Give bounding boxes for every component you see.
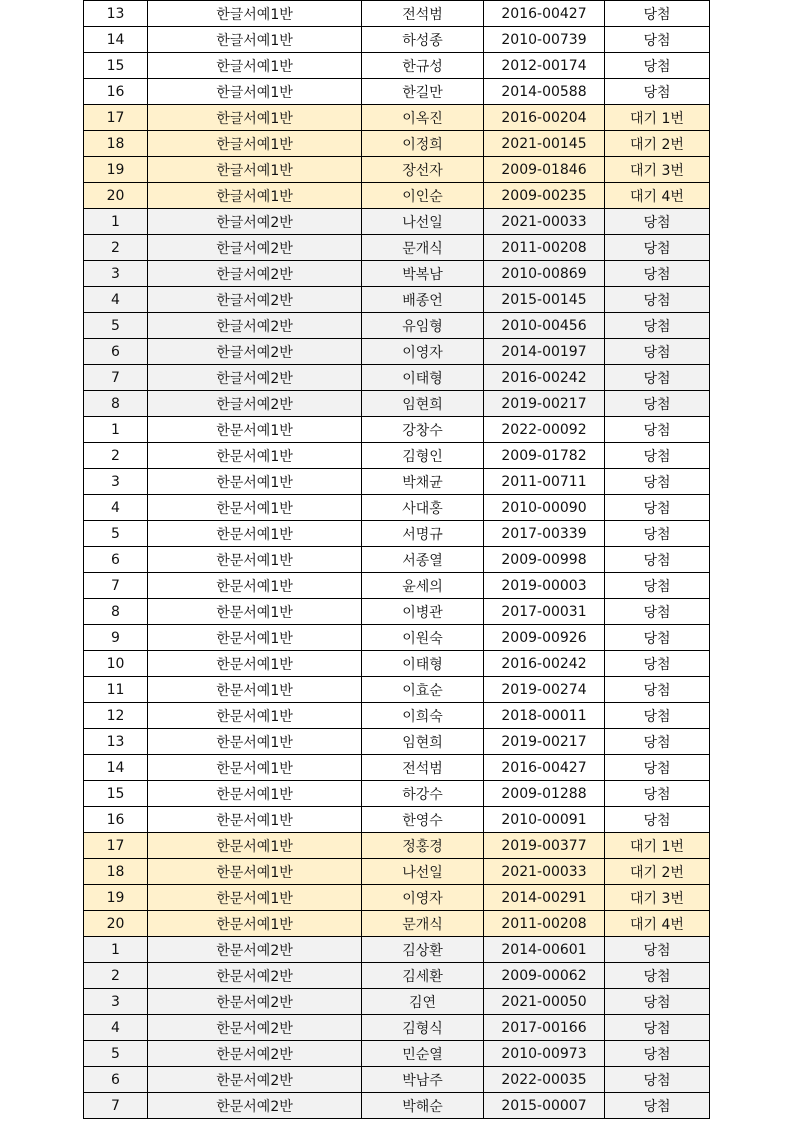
row-number-cell: 20 bbox=[84, 183, 148, 209]
row-number-cell: 1 bbox=[84, 417, 148, 443]
row-number-cell: 17 bbox=[84, 105, 148, 131]
result-cell: 당첨 bbox=[605, 495, 710, 521]
member-id-cell: 2009-00235 bbox=[484, 183, 605, 209]
row-number-cell: 6 bbox=[84, 339, 148, 365]
class-name-cell: 한문서예2반 bbox=[148, 963, 362, 989]
table-row bbox=[84, 105, 710, 131]
applicant-name-cell: 이효순 bbox=[362, 677, 484, 703]
result-cell: 당첨 bbox=[605, 417, 710, 443]
member-id-cell: 2009-00062 bbox=[484, 963, 605, 989]
member-id-cell: 2019-00217 bbox=[484, 729, 605, 755]
row-number-cell: 20 bbox=[84, 911, 148, 937]
applicant-name-cell: 민순열 bbox=[362, 1041, 484, 1067]
row-number-cell: 3 bbox=[84, 989, 148, 1015]
table-row bbox=[84, 573, 710, 599]
row-number-cell: 4 bbox=[84, 287, 148, 313]
result-cell: 대기 2번 bbox=[605, 859, 710, 885]
member-id-cell: 2011-00208 bbox=[484, 911, 605, 937]
member-id-cell: 2012-00174 bbox=[484, 53, 605, 79]
class-name-cell: 한글서예1반 bbox=[148, 105, 362, 131]
result-cell: 대기 4번 bbox=[605, 183, 710, 209]
class-name-cell: 한글서예2반 bbox=[148, 313, 362, 339]
class-name-cell: 한글서예1반 bbox=[148, 157, 362, 183]
member-id-cell: 2011-00711 bbox=[484, 469, 605, 495]
table-row bbox=[84, 469, 710, 495]
result-cell: 당첨 bbox=[605, 521, 710, 547]
result-cell: 대기 3번 bbox=[605, 885, 710, 911]
class-name-cell: 한문서예1반 bbox=[148, 833, 362, 859]
table-row bbox=[84, 911, 710, 937]
member-id-cell: 2016-00427 bbox=[484, 755, 605, 781]
row-number-cell: 16 bbox=[84, 807, 148, 833]
result-cell: 당첨 bbox=[605, 209, 710, 235]
result-cell: 당첨 bbox=[605, 339, 710, 365]
class-name-cell: 한문서예1반 bbox=[148, 443, 362, 469]
result-cell: 당첨 bbox=[605, 365, 710, 391]
table-row bbox=[84, 1041, 710, 1067]
class-name-cell: 한글서예2반 bbox=[148, 365, 362, 391]
row-number-cell: 16 bbox=[84, 79, 148, 105]
applicant-name-cell: 이희숙 bbox=[362, 703, 484, 729]
class-name-cell: 한문서예1반 bbox=[148, 677, 362, 703]
class-name-cell: 한문서예1반 bbox=[148, 521, 362, 547]
member-id-cell: 2017-00166 bbox=[484, 1015, 605, 1041]
table-row bbox=[84, 963, 710, 989]
result-cell: 당첨 bbox=[605, 937, 710, 963]
member-id-cell: 2009-00998 bbox=[484, 547, 605, 573]
applicant-name-cell: 김연 bbox=[362, 989, 484, 1015]
lottery-result-sheet bbox=[83, 0, 710, 1119]
member-id-cell: 2021-00033 bbox=[484, 859, 605, 885]
applicant-name-cell: 하성종 bbox=[362, 27, 484, 53]
class-name-cell: 한문서예1반 bbox=[148, 911, 362, 937]
member-id-cell: 2018-00011 bbox=[484, 703, 605, 729]
member-id-cell: 2009-01846 bbox=[484, 157, 605, 183]
row-number-cell: 12 bbox=[84, 703, 148, 729]
applicant-name-cell: 임현희 bbox=[362, 729, 484, 755]
table-row bbox=[84, 859, 710, 885]
class-name-cell: 한문서예1반 bbox=[148, 729, 362, 755]
applicant-name-cell: 김세환 bbox=[362, 963, 484, 989]
applicant-name-cell: 임현희 bbox=[362, 391, 484, 417]
table-row bbox=[84, 79, 710, 105]
applicant-name-cell: 한규성 bbox=[362, 53, 484, 79]
class-name-cell: 한문서예1반 bbox=[148, 547, 362, 573]
row-number-cell: 4 bbox=[84, 1015, 148, 1041]
applicant-name-cell: 이태형 bbox=[362, 365, 484, 391]
applicant-name-cell: 유임형 bbox=[362, 313, 484, 339]
result-cell: 당첨 bbox=[605, 703, 710, 729]
table-row bbox=[84, 781, 710, 807]
applicant-name-cell: 윤세의 bbox=[362, 573, 484, 599]
applicant-name-cell: 강창수 bbox=[362, 417, 484, 443]
table-row bbox=[84, 755, 710, 781]
member-id-cell: 2014-00197 bbox=[484, 339, 605, 365]
class-name-cell: 한문서예1반 bbox=[148, 703, 362, 729]
row-number-cell: 5 bbox=[84, 521, 148, 547]
table-row bbox=[84, 235, 710, 261]
applicant-name-cell: 문개식 bbox=[362, 911, 484, 937]
result-cell: 대기 3번 bbox=[605, 157, 710, 183]
applicant-name-cell: 이인순 bbox=[362, 183, 484, 209]
class-name-cell: 한문서예2반 bbox=[148, 1041, 362, 1067]
member-id-cell: 2016-00242 bbox=[484, 365, 605, 391]
member-id-cell: 2021-00050 bbox=[484, 989, 605, 1015]
row-number-cell: 8 bbox=[84, 391, 148, 417]
member-id-cell: 2014-00291 bbox=[484, 885, 605, 911]
applicant-name-cell: 이태형 bbox=[362, 651, 484, 677]
table-row bbox=[84, 989, 710, 1015]
applicant-name-cell: 박해순 bbox=[362, 1093, 484, 1119]
result-cell: 당첨 bbox=[605, 27, 710, 53]
member-id-cell: 2019-00274 bbox=[484, 677, 605, 703]
table-row bbox=[84, 365, 710, 391]
class-name-cell: 한문서예2반 bbox=[148, 1015, 362, 1041]
result-cell: 당첨 bbox=[605, 313, 710, 339]
member-id-cell: 2010-00973 bbox=[484, 1041, 605, 1067]
applicant-name-cell: 이옥진 bbox=[362, 105, 484, 131]
table-row bbox=[84, 1067, 710, 1093]
applicant-name-cell: 박남주 bbox=[362, 1067, 484, 1093]
table-row bbox=[84, 1015, 710, 1041]
class-name-cell: 한글서예2반 bbox=[148, 209, 362, 235]
row-number-cell: 14 bbox=[84, 755, 148, 781]
member-id-cell: 2009-01288 bbox=[484, 781, 605, 807]
member-id-cell: 2009-01782 bbox=[484, 443, 605, 469]
result-cell: 당첨 bbox=[605, 261, 710, 287]
applicant-name-cell: 전석범 bbox=[362, 1, 484, 27]
class-name-cell: 한글서예1반 bbox=[148, 1, 362, 27]
row-number-cell: 13 bbox=[84, 1, 148, 27]
applicant-name-cell: 김상환 bbox=[362, 937, 484, 963]
table-row bbox=[84, 599, 710, 625]
class-name-cell: 한문서예1반 bbox=[148, 417, 362, 443]
member-id-cell: 2017-00031 bbox=[484, 599, 605, 625]
class-name-cell: 한글서예2반 bbox=[148, 287, 362, 313]
row-number-cell: 9 bbox=[84, 625, 148, 651]
table-row bbox=[84, 53, 710, 79]
class-name-cell: 한문서예1반 bbox=[148, 573, 362, 599]
class-name-cell: 한문서예1반 bbox=[148, 495, 362, 521]
member-id-cell: 2019-00217 bbox=[484, 391, 605, 417]
result-cell: 당첨 bbox=[605, 989, 710, 1015]
applicant-name-cell: 나선일 bbox=[362, 209, 484, 235]
class-name-cell: 한문서예2반 bbox=[148, 1093, 362, 1119]
result-cell: 당첨 bbox=[605, 79, 710, 105]
result-cell: 당첨 bbox=[605, 651, 710, 677]
table-row bbox=[84, 391, 710, 417]
result-cell: 당첨 bbox=[605, 391, 710, 417]
applicant-name-cell: 전석범 bbox=[362, 755, 484, 781]
result-cell: 당첨 bbox=[605, 599, 710, 625]
table-row bbox=[84, 729, 710, 755]
applicant-name-cell: 정홍경 bbox=[362, 833, 484, 859]
result-cell: 당첨 bbox=[605, 547, 710, 573]
row-number-cell: 7 bbox=[84, 1093, 148, 1119]
table-row bbox=[84, 547, 710, 573]
table-row bbox=[84, 651, 710, 677]
row-number-cell: 19 bbox=[84, 157, 148, 183]
table-row bbox=[84, 287, 710, 313]
row-number-cell: 14 bbox=[84, 27, 148, 53]
table-row bbox=[84, 1093, 710, 1119]
member-id-cell: 2015-00145 bbox=[484, 287, 605, 313]
class-name-cell: 한문서예1반 bbox=[148, 599, 362, 625]
class-name-cell: 한글서예1반 bbox=[148, 183, 362, 209]
class-name-cell: 한문서예1반 bbox=[148, 859, 362, 885]
member-id-cell: 2022-00092 bbox=[484, 417, 605, 443]
table-row bbox=[84, 209, 710, 235]
row-number-cell: 18 bbox=[84, 131, 148, 157]
table-row bbox=[84, 495, 710, 521]
member-id-cell: 2014-00588 bbox=[484, 79, 605, 105]
row-number-cell: 7 bbox=[84, 365, 148, 391]
result-cell: 당첨 bbox=[605, 443, 710, 469]
table-row bbox=[84, 339, 710, 365]
applicant-name-cell: 김형인 bbox=[362, 443, 484, 469]
row-number-cell: 15 bbox=[84, 53, 148, 79]
member-id-cell: 2014-00601 bbox=[484, 937, 605, 963]
row-number-cell: 5 bbox=[84, 1041, 148, 1067]
table-row bbox=[84, 131, 710, 157]
table-row bbox=[84, 261, 710, 287]
member-id-cell: 2009-00926 bbox=[484, 625, 605, 651]
applicant-name-cell: 사대홍 bbox=[362, 495, 484, 521]
row-number-cell: 2 bbox=[84, 963, 148, 989]
result-cell: 당첨 bbox=[605, 53, 710, 79]
result-cell: 당첨 bbox=[605, 1015, 710, 1041]
table-row bbox=[84, 625, 710, 651]
class-name-cell: 한글서예2반 bbox=[148, 339, 362, 365]
result-cell: 당첨 bbox=[605, 573, 710, 599]
applicant-name-cell: 한길만 bbox=[362, 79, 484, 105]
member-id-cell: 2016-00242 bbox=[484, 651, 605, 677]
member-id-cell: 2021-00145 bbox=[484, 131, 605, 157]
table-body bbox=[84, 1, 710, 1119]
class-name-cell: 한문서예1반 bbox=[148, 625, 362, 651]
member-id-cell: 2016-00427 bbox=[484, 1, 605, 27]
class-name-cell: 한글서예2반 bbox=[148, 391, 362, 417]
table-row bbox=[84, 417, 710, 443]
applicant-name-cell: 박복남 bbox=[362, 261, 484, 287]
class-name-cell: 한글서예1반 bbox=[148, 79, 362, 105]
applicant-name-cell: 이영자 bbox=[362, 885, 484, 911]
row-number-cell: 1 bbox=[84, 937, 148, 963]
row-number-cell: 11 bbox=[84, 677, 148, 703]
applicant-name-cell: 문개식 bbox=[362, 235, 484, 261]
class-name-cell: 한문서예1반 bbox=[148, 885, 362, 911]
table-row bbox=[84, 443, 710, 469]
row-number-cell: 2 bbox=[84, 235, 148, 261]
row-number-cell: 15 bbox=[84, 781, 148, 807]
result-cell: 당첨 bbox=[605, 235, 710, 261]
class-name-cell: 한문서예1반 bbox=[148, 781, 362, 807]
member-id-cell: 2019-00377 bbox=[484, 833, 605, 859]
result-cell: 당첨 bbox=[605, 1067, 710, 1093]
table-row bbox=[84, 183, 710, 209]
row-number-cell: 19 bbox=[84, 885, 148, 911]
member-id-cell: 2017-00339 bbox=[484, 521, 605, 547]
row-number-cell: 17 bbox=[84, 833, 148, 859]
class-name-cell: 한문서예2반 bbox=[148, 1067, 362, 1093]
applicant-name-cell: 하강수 bbox=[362, 781, 484, 807]
member-id-cell: 2021-00033 bbox=[484, 209, 605, 235]
class-name-cell: 한글서예2반 bbox=[148, 261, 362, 287]
result-cell: 당첨 bbox=[605, 1093, 710, 1119]
member-id-cell: 2010-00091 bbox=[484, 807, 605, 833]
row-number-cell: 4 bbox=[84, 495, 148, 521]
member-id-cell: 2010-00739 bbox=[484, 27, 605, 53]
result-cell: 당첨 bbox=[605, 625, 710, 651]
result-cell: 당첨 bbox=[605, 677, 710, 703]
table-row bbox=[84, 885, 710, 911]
class-name-cell: 한글서예1반 bbox=[148, 53, 362, 79]
result-cell: 당첨 bbox=[605, 963, 710, 989]
table-row bbox=[84, 703, 710, 729]
applicant-name-cell: 이정희 bbox=[362, 131, 484, 157]
class-name-cell: 한문서예1반 bbox=[148, 651, 362, 677]
table-row bbox=[84, 313, 710, 339]
result-cell: 당첨 bbox=[605, 755, 710, 781]
class-name-cell: 한문서예1반 bbox=[148, 807, 362, 833]
result-cell: 대기 1번 bbox=[605, 105, 710, 131]
row-number-cell: 7 bbox=[84, 573, 148, 599]
row-number-cell: 8 bbox=[84, 599, 148, 625]
class-name-cell: 한문서예2반 bbox=[148, 989, 362, 1015]
row-number-cell: 6 bbox=[84, 1067, 148, 1093]
class-name-cell: 한문서예2반 bbox=[148, 937, 362, 963]
row-number-cell: 6 bbox=[84, 547, 148, 573]
result-cell: 당첨 bbox=[605, 1, 710, 27]
row-number-cell: 5 bbox=[84, 313, 148, 339]
applicant-name-cell: 나선일 bbox=[362, 859, 484, 885]
result-cell: 당첨 bbox=[605, 807, 710, 833]
member-id-cell: 2022-00035 bbox=[484, 1067, 605, 1093]
row-number-cell: 2 bbox=[84, 443, 148, 469]
table-row bbox=[84, 157, 710, 183]
table-row bbox=[84, 27, 710, 53]
member-id-cell: 2010-00090 bbox=[484, 495, 605, 521]
result-cell: 대기 2번 bbox=[605, 131, 710, 157]
applicant-name-cell: 김형식 bbox=[362, 1015, 484, 1041]
applicant-name-cell: 장선자 bbox=[362, 157, 484, 183]
result-cell: 대기 4번 bbox=[605, 911, 710, 937]
table-row bbox=[84, 937, 710, 963]
class-name-cell: 한글서예1반 bbox=[148, 131, 362, 157]
class-name-cell: 한글서예1반 bbox=[148, 27, 362, 53]
member-id-cell: 2019-00003 bbox=[484, 573, 605, 599]
row-number-cell: 3 bbox=[84, 469, 148, 495]
row-number-cell: 18 bbox=[84, 859, 148, 885]
result-cell: 당첨 bbox=[605, 469, 710, 495]
member-id-cell: 2011-00208 bbox=[484, 235, 605, 261]
applicant-name-cell: 이병관 bbox=[362, 599, 484, 625]
table-row bbox=[84, 521, 710, 547]
row-number-cell: 13 bbox=[84, 729, 148, 755]
result-cell: 대기 1번 bbox=[605, 833, 710, 859]
class-name-cell: 한글서예2반 bbox=[148, 235, 362, 261]
table-row bbox=[84, 807, 710, 833]
applicant-name-cell: 배종언 bbox=[362, 287, 484, 313]
class-name-cell: 한문서예1반 bbox=[148, 755, 362, 781]
row-number-cell: 1 bbox=[84, 209, 148, 235]
table-row bbox=[84, 833, 710, 859]
result-cell: 당첨 bbox=[605, 729, 710, 755]
member-id-cell: 2015-00007 bbox=[484, 1093, 605, 1119]
applicant-name-cell: 이영자 bbox=[362, 339, 484, 365]
applicant-name-cell: 서종열 bbox=[362, 547, 484, 573]
applicant-name-cell: 한영수 bbox=[362, 807, 484, 833]
member-id-cell: 2010-00456 bbox=[484, 313, 605, 339]
applicant-name-cell: 박채균 bbox=[362, 469, 484, 495]
row-number-cell: 10 bbox=[84, 651, 148, 677]
applicant-name-cell: 이원숙 bbox=[362, 625, 484, 651]
result-cell: 당첨 bbox=[605, 781, 710, 807]
table-row bbox=[84, 1, 710, 27]
result-cell: 당첨 bbox=[605, 287, 710, 313]
member-id-cell: 2010-00869 bbox=[484, 261, 605, 287]
row-number-cell: 3 bbox=[84, 261, 148, 287]
class-name-cell: 한문서예1반 bbox=[148, 469, 362, 495]
applicant-name-cell: 서명규 bbox=[362, 521, 484, 547]
lottery-result-table bbox=[83, 0, 710, 1119]
table-row bbox=[84, 677, 710, 703]
result-cell: 당첨 bbox=[605, 1041, 710, 1067]
member-id-cell: 2016-00204 bbox=[484, 105, 605, 131]
